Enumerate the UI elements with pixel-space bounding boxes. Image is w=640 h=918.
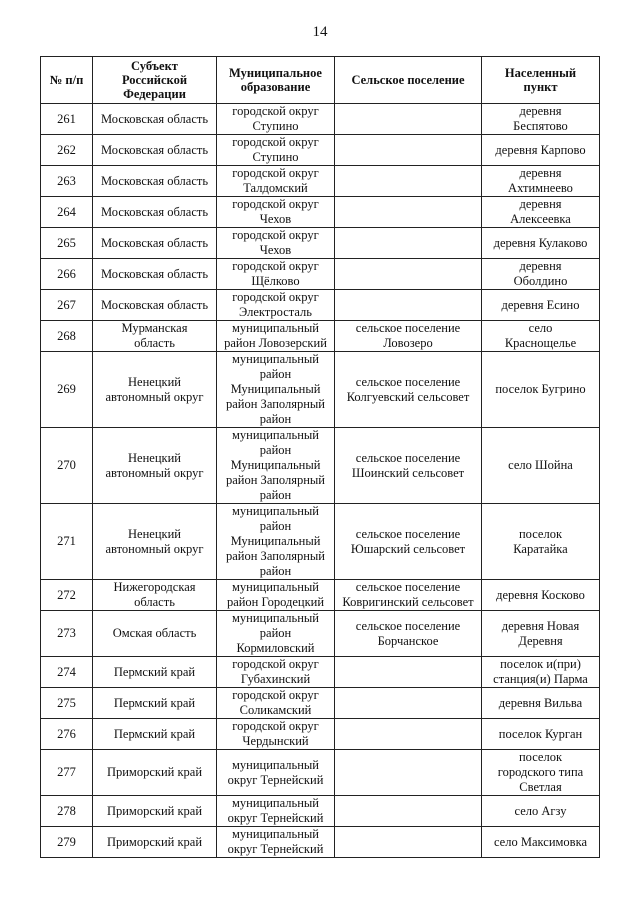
cell-locality: деревня Есино xyxy=(482,290,600,321)
table-row xyxy=(41,827,600,858)
table-row xyxy=(41,228,600,259)
cell-region: Мурманская область xyxy=(93,321,217,352)
cell-municipality: муниципальный район Муниципальный район Заполярный район xyxy=(217,504,335,580)
cell-number: 269 xyxy=(41,352,93,428)
cell-settlement: сельское поселение Колгуевский сельсовет xyxy=(335,352,482,428)
cell-municipality: муниципальный округ Тернейский xyxy=(217,827,335,858)
cell-municipality: городской округ Чердынский xyxy=(217,719,335,750)
cell-number: 279 xyxy=(41,827,93,858)
table-row xyxy=(41,259,600,290)
cell-municipality: городской округ Ступино xyxy=(217,135,335,166)
cell-locality: деревня Алексеевка xyxy=(482,197,600,228)
cell-number: 273 xyxy=(41,611,93,657)
cell-municipality: муниципальный район Кормиловский xyxy=(217,611,335,657)
cell-number: 267 xyxy=(41,290,93,321)
cell-locality: деревня Карпово xyxy=(482,135,600,166)
cell-municipality: городской округ Щёлково xyxy=(217,259,335,290)
cell-region: Пермский край xyxy=(93,719,217,750)
cell-locality: село Шойна xyxy=(482,428,600,504)
cell-region: Пермский край xyxy=(93,657,217,688)
cell-locality: деревня Оболдино xyxy=(482,259,600,290)
cell-number: 265 xyxy=(41,228,93,259)
cell-municipality: муниципальный район Муниципальный район Заполярный район xyxy=(217,428,335,504)
cell-municipality: городской округ Чехов xyxy=(217,228,335,259)
cell-settlement: сельское поселение Ловозеро xyxy=(335,321,482,352)
cell-locality: деревня Беспятово xyxy=(482,104,600,135)
cell-number: 274 xyxy=(41,657,93,688)
cell-region: Пермский край xyxy=(93,688,217,719)
cell-region: Московская область xyxy=(93,228,217,259)
cell-settlement xyxy=(335,228,482,259)
cell-municipality: городской округ Электросталь xyxy=(217,290,335,321)
table-row xyxy=(41,719,600,750)
cell-region: Московская область xyxy=(93,104,217,135)
cell-settlement xyxy=(335,719,482,750)
table-row xyxy=(41,135,600,166)
cell-number: 275 xyxy=(41,688,93,719)
cell-region: Приморский край xyxy=(93,796,217,827)
cell-settlement: сельское поселение Шоинский сельсовет xyxy=(335,428,482,504)
table-header-row xyxy=(41,57,600,104)
cell-locality: село Максимовка xyxy=(482,827,600,858)
cell-locality: деревня Новая Деревня xyxy=(482,611,600,657)
cell-region: Московская область xyxy=(93,290,217,321)
table-row xyxy=(41,104,600,135)
cell-number: 276 xyxy=(41,719,93,750)
header-municipality: Муниципальное образование xyxy=(217,57,335,104)
table-row xyxy=(41,611,600,657)
cell-settlement xyxy=(335,750,482,796)
cell-region: Приморский край xyxy=(93,827,217,858)
cell-number: 268 xyxy=(41,321,93,352)
cell-number: 272 xyxy=(41,580,93,611)
cell-region: Нижегородская область xyxy=(93,580,217,611)
cell-locality: поселок и(при) станция(и) Парма xyxy=(482,657,600,688)
cell-region: Приморский край xyxy=(93,750,217,796)
header-locality: Населенный пункт xyxy=(482,57,600,104)
table-row xyxy=(41,321,600,352)
page-number: 14 xyxy=(312,24,328,40)
cell-settlement xyxy=(335,197,482,228)
cell-municipality: городской округ Соликамский xyxy=(217,688,335,719)
cell-settlement xyxy=(335,688,482,719)
cell-locality: село Краснощелье xyxy=(482,321,600,352)
cell-settlement xyxy=(335,135,482,166)
cell-locality: поселок Курган xyxy=(482,719,600,750)
cell-locality: село Агзу xyxy=(482,796,600,827)
cell-locality: деревня Вильва xyxy=(482,688,600,719)
cell-number: 262 xyxy=(41,135,93,166)
cell-municipality: городской округ Чехов xyxy=(217,197,335,228)
cell-municipality: муниципальный район Ловозерский xyxy=(217,321,335,352)
cell-locality: деревня Кулаково xyxy=(482,228,600,259)
cell-municipality: муниципальный район Городецкий xyxy=(217,580,335,611)
table-row xyxy=(41,290,600,321)
cell-settlement: сельское поселение Борчанское xyxy=(335,611,482,657)
cell-locality: поселок Бугрино xyxy=(482,352,600,428)
cell-settlement: сельское поселение Ковригинский сельсовет xyxy=(335,580,482,611)
cell-region: Московская область xyxy=(93,166,217,197)
cell-municipality: муниципальный округ Тернейский xyxy=(217,796,335,827)
cell-settlement xyxy=(335,657,482,688)
cell-locality: поселок Каратайка xyxy=(482,504,600,580)
cell-settlement xyxy=(335,796,482,827)
cell-region: Московская область xyxy=(93,135,217,166)
cell-municipality: муниципальный округ Тернейский xyxy=(217,750,335,796)
cell-number: 270 xyxy=(41,428,93,504)
table-row xyxy=(41,688,600,719)
cell-region: Московская область xyxy=(93,197,217,228)
cell-number: 261 xyxy=(41,104,93,135)
table-row xyxy=(41,428,600,504)
table-row xyxy=(41,580,600,611)
cell-region: Ненецкий автономный округ xyxy=(93,428,217,504)
settlements-table xyxy=(40,56,600,858)
table-row xyxy=(41,657,600,688)
cell-settlement xyxy=(335,166,482,197)
cell-settlement xyxy=(335,827,482,858)
cell-number: 278 xyxy=(41,796,93,827)
cell-municipality: городской округ Губахинский xyxy=(217,657,335,688)
cell-municipality: городской округ Талдомский xyxy=(217,166,335,197)
cell-settlement xyxy=(335,259,482,290)
cell-region: Ненецкий автономный округ xyxy=(93,504,217,580)
cell-settlement: сельское поселение Юшарский сельсовет xyxy=(335,504,482,580)
cell-locality: деревня Ахтимнеево xyxy=(482,166,600,197)
header-region: Субъект Российской Федерации xyxy=(93,57,217,104)
cell-number: 264 xyxy=(41,197,93,228)
table-row xyxy=(41,750,600,796)
cell-municipality: муниципальный район Муниципальный район Заполярный район xyxy=(217,352,335,428)
cell-number: 271 xyxy=(41,504,93,580)
cell-region: Омская область xyxy=(93,611,217,657)
table-row xyxy=(41,796,600,827)
cell-number: 263 xyxy=(41,166,93,197)
table-row xyxy=(41,197,600,228)
table-row xyxy=(41,504,600,580)
header-number: № п/п xyxy=(41,57,93,104)
cell-locality: поселок городского типа Светлая xyxy=(482,750,600,796)
table-row xyxy=(41,166,600,197)
cell-number: 266 xyxy=(41,259,93,290)
table-row xyxy=(41,352,600,428)
cell-settlement xyxy=(335,290,482,321)
cell-region: Ненецкий автономный округ xyxy=(93,352,217,428)
cell-number: 277 xyxy=(41,750,93,796)
cell-locality: деревня Косково xyxy=(482,580,600,611)
cell-municipality: городской округ Ступино xyxy=(217,104,335,135)
header-settlement: Сельское поселение xyxy=(335,57,482,104)
cell-settlement xyxy=(335,104,482,135)
cell-region: Московская область xyxy=(93,259,217,290)
